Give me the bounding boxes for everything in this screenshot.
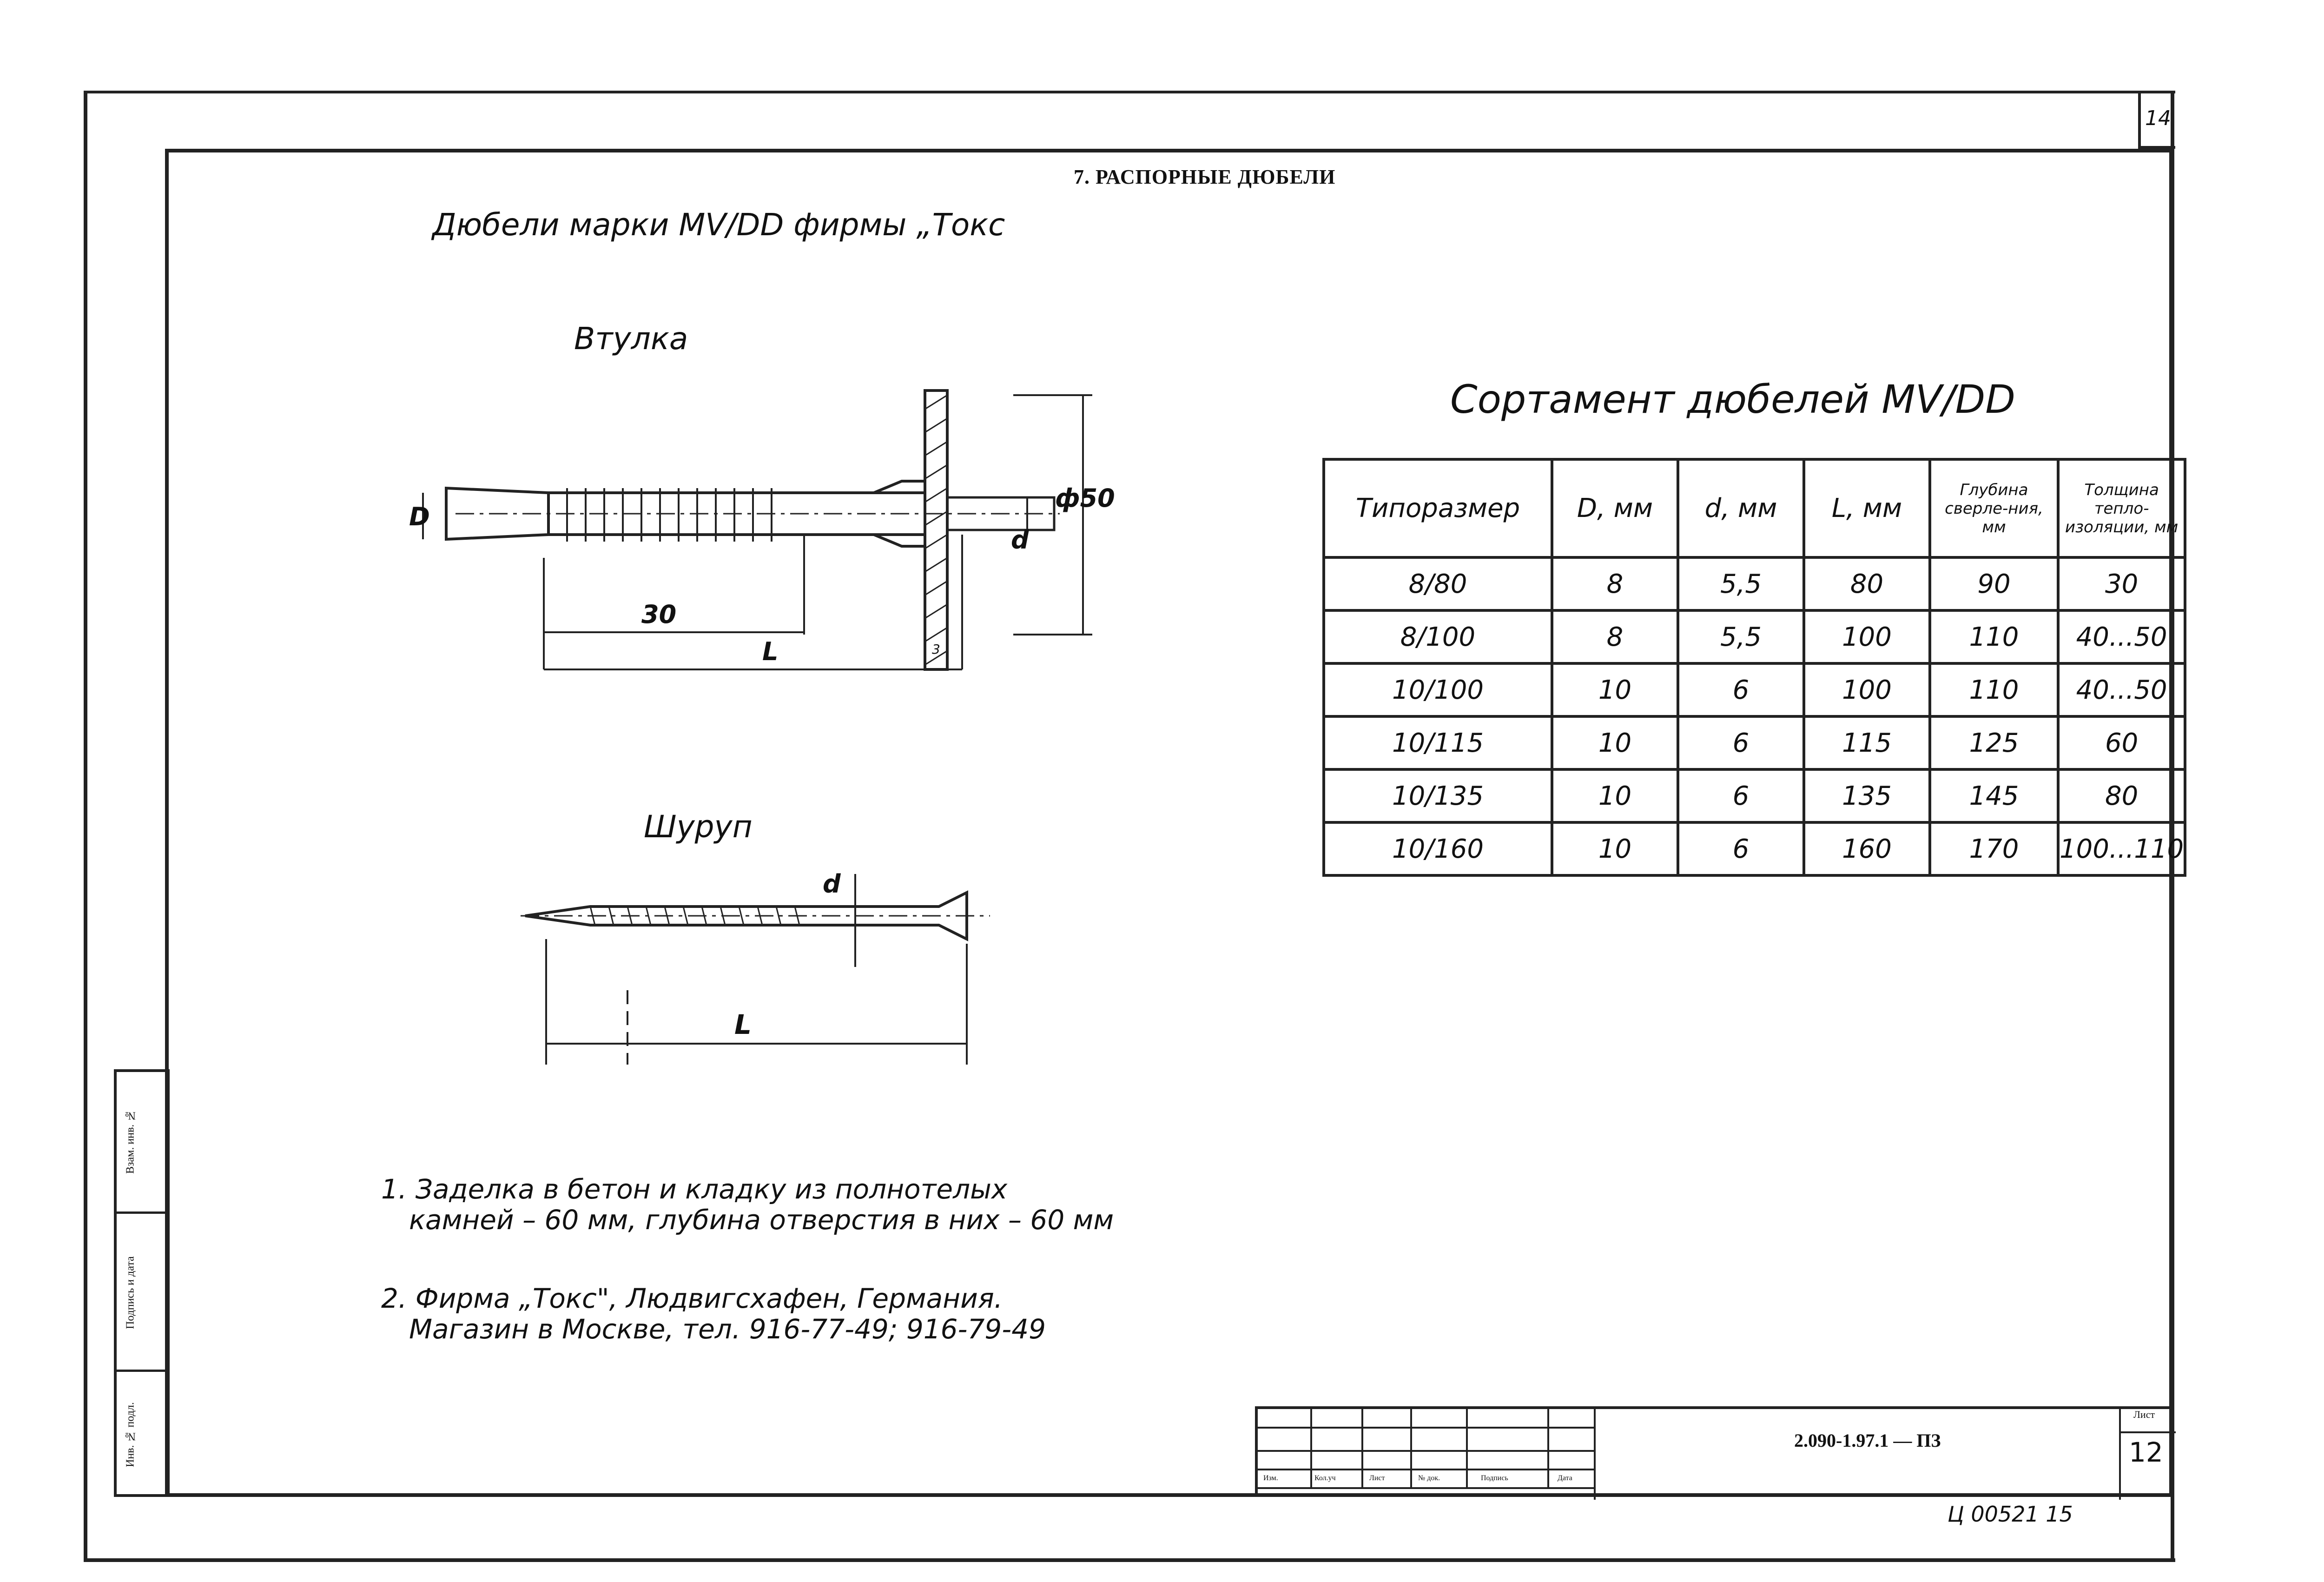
cell-type: 10/160 [1324, 822, 1552, 875]
page-subtitle: Дюбели марки MV/DD фирмы „Токс [432, 207, 1005, 243]
table-row [1324, 716, 2185, 769]
table-row [1324, 822, 2185, 875]
cell-d: 6 [1678, 663, 1804, 716]
cell-insulation: 40...50 [2058, 663, 2185, 716]
note-1 [381, 1174, 1114, 1235]
archive-number: Ц 00521 15 [1948, 1502, 2073, 1527]
cell-depth: 145 [1930, 769, 2058, 822]
cell-depth: 110 [1930, 610, 2058, 663]
dim-30-label: 30 [641, 600, 677, 629]
cell-D: 8 [1552, 557, 1678, 610]
header-L: L, мм [1804, 459, 1930, 557]
screw-dim-L-label: L [734, 1009, 752, 1040]
cell-type: 8/80 [1324, 557, 1552, 610]
tb-col-count: Кол.уч [1314, 1474, 1336, 1482]
header-d: d, мм [1678, 459, 1804, 557]
cell-d: 6 [1678, 769, 1804, 822]
cell-D: 10 [1552, 716, 1678, 769]
table-title: Сортамент дюбелей MV/DD [1450, 377, 2015, 422]
cell-L: 100 [1804, 610, 1930, 663]
dim-d50-label: ф50 [1055, 483, 1115, 513]
note-2-line-2: Магазин в Москве, тел. 916-77-49; 916-79-49 [409, 1313, 1046, 1345]
side-cell-replacement [117, 1072, 167, 1211]
side-cell-replacement-text: Взам. инв. № [124, 1109, 137, 1174]
tb-col-date: Дата [1558, 1474, 1572, 1482]
section-heading: 7. РАСПОРНЫЕ ДЮБЕЛИ [1074, 165, 1336, 188]
table-row [1324, 769, 2185, 822]
header-insulation: Толщина тепло-изоляции, мм [2058, 459, 2185, 557]
cell-D: 10 [1552, 822, 1678, 875]
tb-col-doc: № док. [1418, 1474, 1440, 1482]
note-1-line-1: 1. Заделка в бетон и кладку из полнотелых [381, 1173, 1008, 1205]
sheet-top-edge [84, 91, 2175, 93]
screw-drawing [521, 874, 1041, 1069]
table-header-row [1324, 459, 2185, 557]
table-row [1324, 610, 2185, 663]
cell-D: 8 [1552, 610, 1678, 663]
side-cell-signature [117, 1211, 167, 1370]
cell-insulation: 40...50 [2058, 610, 2185, 663]
cell-depth: 170 [1930, 822, 2058, 875]
cell-type: 10/115 [1324, 716, 1552, 769]
cell-type: 10/135 [1324, 769, 1552, 822]
cell-L: 80 [1804, 557, 1930, 610]
side-cell-inventory-text: Инв. № подл. [124, 1402, 137, 1467]
cell-insulation: 60 [2058, 716, 2185, 769]
screw-label: Шуруп [644, 809, 753, 845]
cell-L: 100 [1804, 663, 1930, 716]
dim-3-label: 3 [932, 642, 940, 657]
header-D: D, мм [1552, 459, 1678, 557]
cell-depth: 125 [1930, 716, 2058, 769]
cell-d: 5,5 [1678, 610, 1804, 663]
note-2 [381, 1283, 1046, 1344]
header-type: Типоразмер [1324, 459, 1552, 557]
doc-code: 2.090-1.97.1 — ПЗ [1794, 1430, 1941, 1451]
cell-insulation: 100...110 [2058, 822, 2185, 875]
title-block-grid [1258, 1409, 2176, 1500]
cell-d: 5,5 [1678, 557, 1804, 610]
cell-type: 10/100 [1324, 663, 1552, 716]
cell-D: 10 [1552, 663, 1678, 716]
side-stamp [114, 1069, 170, 1497]
cell-D: 10 [1552, 769, 1678, 822]
note-2-line-1: 2. Фирма „Токс", Людвигсхафен, Германия. [381, 1283, 1003, 1314]
sheet-number: 12 [2129, 1436, 2163, 1468]
cell-type: 8/100 [1324, 610, 1552, 663]
cell-insulation: 30 [2058, 557, 2185, 610]
sheet-corner-number: 14 [2138, 91, 2175, 149]
side-cell-inventory [117, 1370, 167, 1495]
dim-d-label: d [1011, 525, 1029, 555]
cell-depth: 110 [1930, 663, 2058, 716]
note-1-line-2: камней – 60 мм, глубина отверстия в них – 60 мм [409, 1204, 1114, 1236]
sleeve-washer [925, 391, 947, 669]
header-drill-depth: Глубина сверле-ния, мм [1930, 459, 2058, 557]
dim-D-label: D [409, 502, 430, 531]
sleeve-label: Втулка [574, 321, 688, 357]
tb-col-change: Изм. [1263, 1474, 1278, 1482]
tb-col-sheet: Лист [1369, 1474, 1385, 1482]
screw-dim-d-label: d [823, 869, 841, 899]
table-row [1324, 557, 2185, 610]
cell-L: 115 [1804, 716, 1930, 769]
dim-L-label: L [762, 637, 779, 666]
cell-insulation: 80 [2058, 769, 2185, 822]
tb-col-signature: Подпись [1481, 1474, 1508, 1482]
assortment-table [1322, 458, 2186, 877]
side-cell-signature-text: Подпись и дата [124, 1256, 137, 1330]
cell-L: 135 [1804, 769, 1930, 822]
cell-depth: 90 [1930, 557, 2058, 610]
cell-L: 160 [1804, 822, 1930, 875]
sheet-label: Лист [2133, 1409, 2155, 1420]
cell-d: 6 [1678, 822, 1804, 875]
title-block [1255, 1406, 2173, 1497]
table-row [1324, 663, 2185, 716]
cell-d: 6 [1678, 716, 1804, 769]
